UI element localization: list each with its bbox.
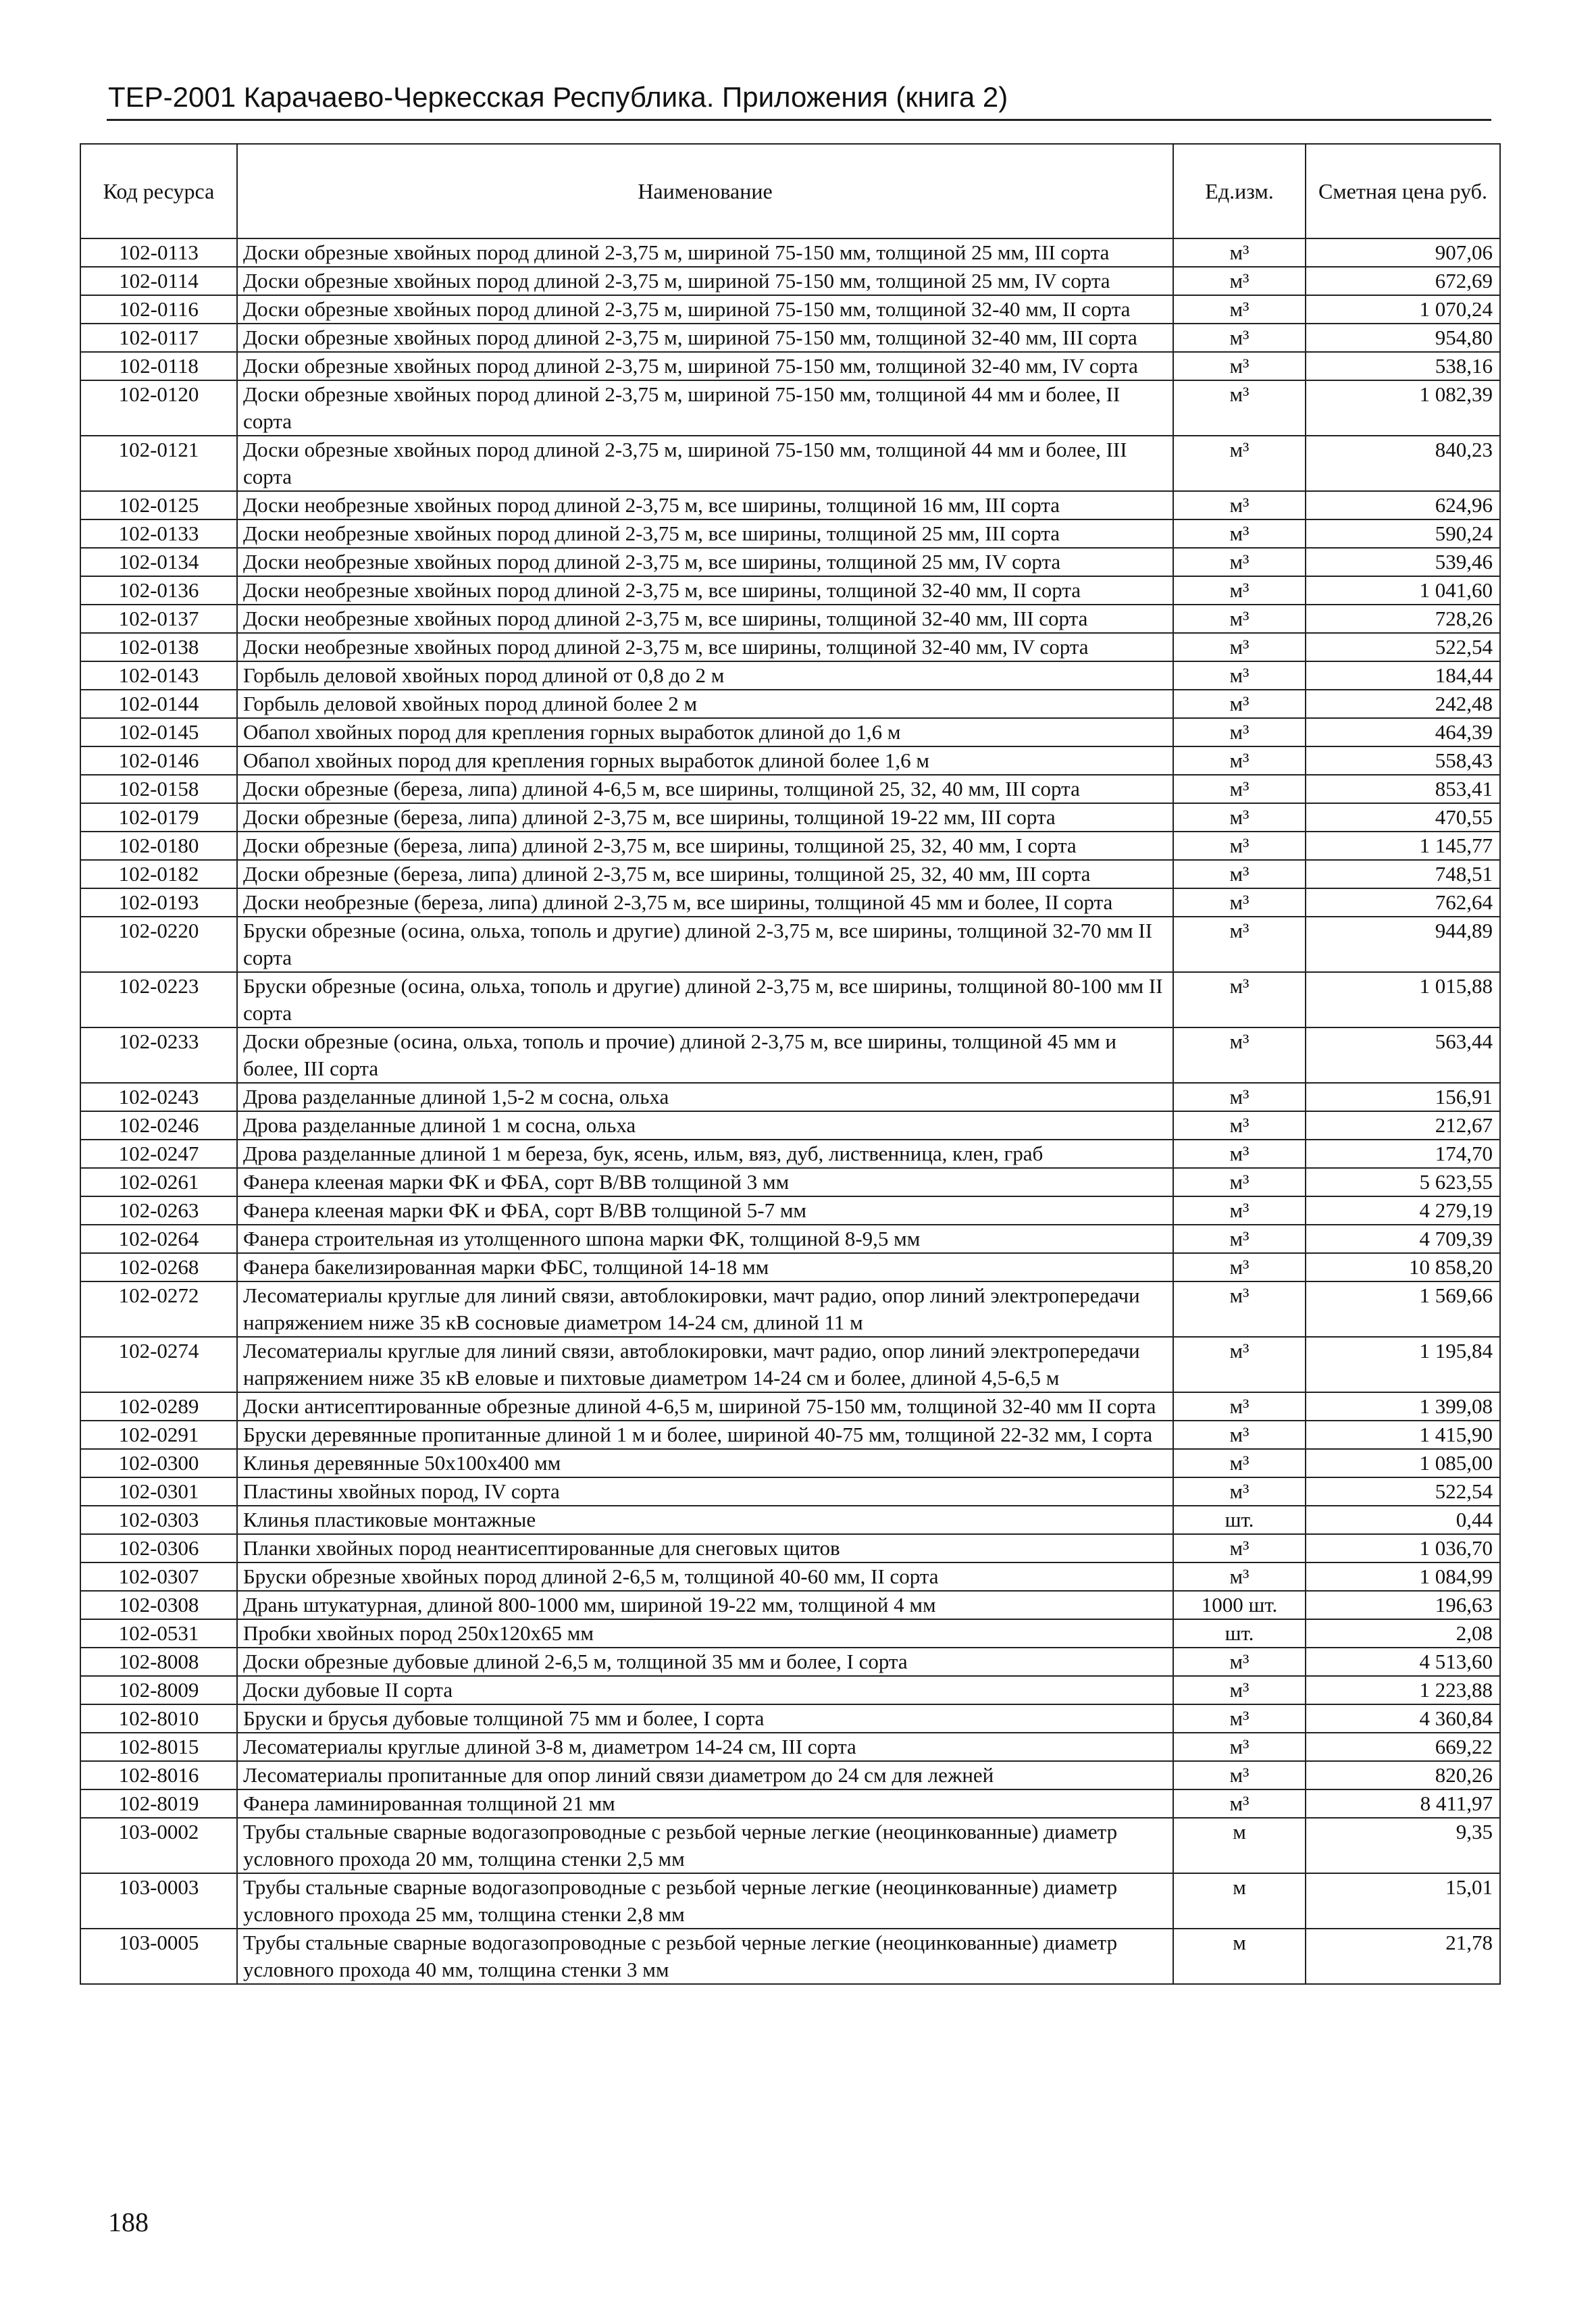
table-row bbox=[80, 803, 1500, 832]
cell-unit: шт. bbox=[1173, 1619, 1306, 1648]
cell-price: 944,89 bbox=[1306, 917, 1500, 972]
cell-unit: м³ bbox=[1173, 1140, 1306, 1168]
cell-price: 1 569,66 bbox=[1306, 1281, 1500, 1337]
cell-code: 102-0143 bbox=[80, 661, 237, 690]
cell-code: 102-0531 bbox=[80, 1619, 237, 1648]
cell-price: 853,41 bbox=[1306, 775, 1500, 803]
cell-code: 102-0137 bbox=[80, 605, 237, 633]
cell-price: 624,96 bbox=[1306, 491, 1500, 519]
cell-price: 470,55 bbox=[1306, 803, 1500, 832]
cell-unit: м³ bbox=[1173, 380, 1306, 436]
cell-code: 102-0261 bbox=[80, 1168, 237, 1196]
cell-price: 8 411,97 bbox=[1306, 1789, 1500, 1818]
cell-price: 539,46 bbox=[1306, 548, 1500, 576]
cell-name: Доски дубовые II сорта bbox=[237, 1676, 1173, 1704]
cell-price: 1 223,88 bbox=[1306, 1676, 1500, 1704]
cell-name: Доски обрезные хвойных пород длиной 2-3,75 м, шириной 75-150 мм, толщиной 32-40 мм, IV сорта bbox=[237, 352, 1173, 380]
cell-code: 102-0125 bbox=[80, 491, 237, 519]
cell-unit: м³ bbox=[1173, 1421, 1306, 1449]
table-row bbox=[80, 1253, 1500, 1281]
cell-code: 102-0117 bbox=[80, 324, 237, 352]
cell-code: 102-0193 bbox=[80, 888, 237, 917]
cell-name: Доски необрезные хвойных пород длиной 2-3,75 м, все ширины, толщиной 32-40 мм, II сорта bbox=[237, 576, 1173, 605]
table-row bbox=[80, 576, 1500, 605]
cell-name: Бруски и брусья дубовые толщиной 75 мм и более, I сорта bbox=[237, 1704, 1173, 1733]
cell-code: 102-0300 bbox=[80, 1449, 237, 1477]
cell-price: 1 195,84 bbox=[1306, 1337, 1500, 1392]
cell-price: 907,06 bbox=[1306, 238, 1500, 267]
cell-name: Доски необрезные хвойных пород длиной 2-3,75 м, все ширины, толщиной 32-40 мм, III сорта bbox=[237, 605, 1173, 633]
table-row bbox=[80, 832, 1500, 860]
cell-price: 590,24 bbox=[1306, 519, 1500, 548]
table-row bbox=[80, 1225, 1500, 1253]
table-row bbox=[80, 1676, 1500, 1704]
cell-name: Доски обрезные (береза, липа) длиной 2-3,75 м, все ширины, толщиной 25, 32, 40 мм, I сорта bbox=[237, 832, 1173, 860]
cell-code: 102-0146 bbox=[80, 746, 237, 775]
cell-code: 102-0303 bbox=[80, 1506, 237, 1534]
cell-price: 762,64 bbox=[1306, 888, 1500, 917]
table-row bbox=[80, 633, 1500, 661]
column-header-code: Код ресурса bbox=[80, 144, 237, 238]
table-row bbox=[80, 1140, 1500, 1168]
table-row bbox=[80, 1083, 1500, 1111]
cell-code: 102-0272 bbox=[80, 1281, 237, 1337]
cell-name: Бруски обрезные (осина, ольха, тополь и другие) длиной 2-3,75 м, все ширины, толщиной 32-70 мм II сорта bbox=[237, 917, 1173, 972]
column-header-name: Наименование bbox=[237, 144, 1173, 238]
cell-name: Доски необрезные хвойных пород длиной 2-3,75 м, все ширины, толщиной 32-40 мм, IV сорта bbox=[237, 633, 1173, 661]
table-row bbox=[80, 1449, 1500, 1477]
cell-price: 9,35 bbox=[1306, 1818, 1500, 1873]
cell-name: Фанера клееная марки ФК и ФБА, сорт В/ВВ толщиной 3 мм bbox=[237, 1168, 1173, 1196]
cell-name: Трубы стальные сварные водогазопроводные с резьбой черные легкие (неоцинкованные) диаметр условного прохода 25 мм, толщина стенки 2,8 мм bbox=[237, 1873, 1173, 1929]
cell-name: Клинья деревянные 50х100х400 мм bbox=[237, 1449, 1173, 1477]
cell-code: 102-8016 bbox=[80, 1761, 237, 1789]
cell-code: 102-0116 bbox=[80, 295, 237, 324]
cell-unit: м³ bbox=[1173, 917, 1306, 972]
table-row bbox=[80, 1027, 1500, 1083]
cell-name: Дрова разделанные длиной 1 м береза, бук, ясень, ильм, вяз, дуб, лиственница, клен, граб bbox=[237, 1140, 1173, 1168]
cell-name: Лесоматериалы круглые для линий связи, автоблокировки, мачт радио, опор линий электропередачи напряжением ниже 35 кВ еловые и пихтовые диаметром 14-24 см и более, длиной 4,5-6,5 м bbox=[237, 1337, 1173, 1392]
table-row bbox=[80, 1196, 1500, 1225]
cell-name: Доски необрезные (береза, липа) длиной 2-3,75 м, все ширины, толщиной 45 мм и более, II сорта bbox=[237, 888, 1173, 917]
cell-unit: м bbox=[1173, 1818, 1306, 1873]
cell-unit: м³ bbox=[1173, 661, 1306, 690]
cell-code: 102-0118 bbox=[80, 352, 237, 380]
cell-code: 102-0134 bbox=[80, 548, 237, 576]
table-row bbox=[80, 1392, 1500, 1421]
cell-price: 1 415,90 bbox=[1306, 1421, 1500, 1449]
cell-price: 728,26 bbox=[1306, 605, 1500, 633]
cell-unit: м³ bbox=[1173, 436, 1306, 491]
cell-code: 102-0138 bbox=[80, 633, 237, 661]
cell-unit: м³ bbox=[1173, 267, 1306, 295]
cell-code: 102-0120 bbox=[80, 380, 237, 436]
cell-code: 102-0179 bbox=[80, 803, 237, 832]
cell-code: 102-0158 bbox=[80, 775, 237, 803]
cell-unit: м³ bbox=[1173, 1027, 1306, 1083]
cell-unit: м³ bbox=[1173, 548, 1306, 576]
cell-code: 102-0144 bbox=[80, 690, 237, 718]
cell-code: 102-0274 bbox=[80, 1337, 237, 1392]
cell-price: 672,69 bbox=[1306, 267, 1500, 295]
cell-code: 102-0291 bbox=[80, 1421, 237, 1449]
cell-code: 102-0220 bbox=[80, 917, 237, 972]
cell-price: 748,51 bbox=[1306, 860, 1500, 888]
cell-name: Фанера строительная из утолщенного шпона марки ФК, толщиной 8-9,5 мм bbox=[237, 1225, 1173, 1253]
cell-code: 102-0264 bbox=[80, 1225, 237, 1253]
table-row bbox=[80, 972, 1500, 1027]
cell-unit: шт. bbox=[1173, 1506, 1306, 1534]
cell-code: 102-0223 bbox=[80, 972, 237, 1027]
cell-price: 174,70 bbox=[1306, 1140, 1500, 1168]
cell-price: 1 399,08 bbox=[1306, 1392, 1500, 1421]
cell-unit: 1000 шт. bbox=[1173, 1591, 1306, 1619]
cell-name: Пластины хвойных пород, IV сорта bbox=[237, 1477, 1173, 1506]
cell-code: 102-0180 bbox=[80, 832, 237, 860]
cell-price: 1 015,88 bbox=[1306, 972, 1500, 1027]
cell-unit: м bbox=[1173, 1873, 1306, 1929]
cell-unit: м³ bbox=[1173, 295, 1306, 324]
cell-unit: м³ bbox=[1173, 324, 1306, 352]
cell-price: 4 279,19 bbox=[1306, 1196, 1500, 1225]
cell-code: 102-0263 bbox=[80, 1196, 237, 1225]
table-row bbox=[80, 1733, 1500, 1761]
cell-code: 102-8008 bbox=[80, 1648, 237, 1676]
cell-price: 156,91 bbox=[1306, 1083, 1500, 1111]
table-row bbox=[80, 1873, 1500, 1929]
cell-unit: м³ bbox=[1173, 1253, 1306, 1281]
cell-price: 563,44 bbox=[1306, 1027, 1500, 1083]
cell-price: 4 360,84 bbox=[1306, 1704, 1500, 1733]
cell-code: 102-0306 bbox=[80, 1534, 237, 1562]
cell-unit: м³ bbox=[1173, 888, 1306, 917]
cell-code: 102-0114 bbox=[80, 267, 237, 295]
cell-name: Клинья пластиковые монтажные bbox=[237, 1506, 1173, 1534]
cell-unit: м³ bbox=[1173, 860, 1306, 888]
table-row bbox=[80, 436, 1500, 491]
table-row bbox=[80, 1648, 1500, 1676]
cell-price: 522,54 bbox=[1306, 633, 1500, 661]
cell-price: 840,23 bbox=[1306, 436, 1500, 491]
header-rule bbox=[107, 119, 1491, 121]
cell-unit: м³ bbox=[1173, 832, 1306, 860]
cell-name: Фанера ламинированная толщиной 21 мм bbox=[237, 1789, 1173, 1818]
cell-price: 196,63 bbox=[1306, 1591, 1500, 1619]
cell-name: Фанера бакелизированная марки ФБС, толщиной 14-18 мм bbox=[237, 1253, 1173, 1281]
cell-name: Доски необрезные хвойных пород длиной 2-3,75 м, все ширины, толщиной 25 мм, III сорта bbox=[237, 519, 1173, 548]
cell-price: 820,26 bbox=[1306, 1761, 1500, 1789]
cell-unit: м³ bbox=[1173, 519, 1306, 548]
table-row bbox=[80, 380, 1500, 436]
cell-code: 102-8015 bbox=[80, 1733, 237, 1761]
table-row bbox=[80, 1477, 1500, 1506]
cell-unit: м³ bbox=[1173, 1196, 1306, 1225]
column-header-unit: Ед.изм. bbox=[1173, 144, 1306, 238]
cell-code: 102-0136 bbox=[80, 576, 237, 605]
cell-name: Фанера клееная марки ФК и ФБА, сорт В/ВВ толщиной 5-7 мм bbox=[237, 1196, 1173, 1225]
cell-unit: м³ bbox=[1173, 1225, 1306, 1253]
cell-name: Доски обрезные хвойных пород длиной 2-3,75 м, шириной 75-150 мм, толщиной 25 мм, IV сорта bbox=[237, 267, 1173, 295]
page-header-title: ТЕР-2001 Карачаево-Черкесская Республика. Приложения (книга 2) bbox=[108, 81, 1008, 113]
cell-unit: м³ bbox=[1173, 238, 1306, 267]
cell-code: 102-0246 bbox=[80, 1111, 237, 1140]
cell-unit: м³ bbox=[1173, 746, 1306, 775]
cell-price: 1 070,24 bbox=[1306, 295, 1500, 324]
table-row bbox=[80, 718, 1500, 746]
cell-name: Лесоматериалы круглые длиной 3-8 м, диаметром 14-24 см, III сорта bbox=[237, 1733, 1173, 1761]
cell-price: 669,22 bbox=[1306, 1733, 1500, 1761]
table-row bbox=[80, 917, 1500, 972]
table-row bbox=[80, 1337, 1500, 1392]
table-row bbox=[80, 491, 1500, 519]
cell-code: 102-0145 bbox=[80, 718, 237, 746]
cell-code: 102-0113 bbox=[80, 238, 237, 267]
cell-code: 102-0308 bbox=[80, 1591, 237, 1619]
table-body bbox=[80, 238, 1500, 1984]
cell-price: 15,01 bbox=[1306, 1873, 1500, 1929]
cell-name: Доски обрезные дубовые длиной 2-6,5 м, толщиной 35 мм и более, I сорта bbox=[237, 1648, 1173, 1676]
cell-name: Доски обрезные хвойных пород длиной 2-3,75 м, шириной 75-150 мм, толщиной 32-40 мм, III сорта bbox=[237, 324, 1173, 352]
page-number: 188 bbox=[108, 2207, 149, 2237]
cell-name: Доски необрезные хвойных пород длиной 2-3,75 м, все ширины, толщиной 16 мм, III сорта bbox=[237, 491, 1173, 519]
cell-code: 102-0182 bbox=[80, 860, 237, 888]
cell-code: 102-0247 bbox=[80, 1140, 237, 1168]
table-row bbox=[80, 295, 1500, 324]
cell-name: Доски обрезные хвойных пород длиной 2-3,75 м, шириной 75-150 мм, толщиной 25 мм, III сорта bbox=[237, 238, 1173, 267]
cell-name: Бруски обрезные (осина, ольха, тополь и другие) длиной 2-3,75 м, все ширины, толщиной 80-100 мм II сорта bbox=[237, 972, 1173, 1027]
cell-name: Трубы стальные сварные водогазопроводные с резьбой черные легкие (неоцинкованные) диаметр условного прохода 40 мм, толщина стенки 3 мм bbox=[237, 1929, 1173, 1984]
cell-unit: м³ bbox=[1173, 1392, 1306, 1421]
cell-unit: м³ bbox=[1173, 1477, 1306, 1506]
table-row bbox=[80, 1281, 1500, 1337]
cell-code: 102-0307 bbox=[80, 1562, 237, 1591]
cell-unit: м³ bbox=[1173, 605, 1306, 633]
cell-unit: м³ bbox=[1173, 1534, 1306, 1562]
cell-name: Обапол хвойных пород для крепления горных выработок длиной более 1,6 м bbox=[237, 746, 1173, 775]
cell-unit: м³ bbox=[1173, 1083, 1306, 1111]
cell-name: Доски обрезные хвойных пород длиной 2-3,75 м, шириной 75-150 мм, толщиной 44 мм и более, II сорта bbox=[237, 380, 1173, 436]
cell-code: 102-0233 bbox=[80, 1027, 237, 1083]
cell-code: 102-0301 bbox=[80, 1477, 237, 1506]
table-row bbox=[80, 1761, 1500, 1789]
resource-price-table bbox=[80, 143, 1501, 1985]
cell-code: 102-8019 bbox=[80, 1789, 237, 1818]
cell-unit: м³ bbox=[1173, 1281, 1306, 1337]
cell-unit: м³ bbox=[1173, 1111, 1306, 1140]
cell-unit: м³ bbox=[1173, 1562, 1306, 1591]
table-row bbox=[80, 1818, 1500, 1873]
table-row bbox=[80, 267, 1500, 295]
cell-unit: м bbox=[1173, 1929, 1306, 1984]
cell-price: 954,80 bbox=[1306, 324, 1500, 352]
cell-price: 21,78 bbox=[1306, 1929, 1500, 1984]
table-row bbox=[80, 352, 1500, 380]
cell-code: 102-0133 bbox=[80, 519, 237, 548]
table-row bbox=[80, 661, 1500, 690]
table-row bbox=[80, 1929, 1500, 1984]
cell-name: Доски антисептированные обрезные длиной 4-6,5 м, шириной 75-150 мм, толщиной 32-40 мм II сорта bbox=[237, 1392, 1173, 1421]
cell-price: 2,08 bbox=[1306, 1619, 1500, 1648]
cell-name: Дрова разделанные длиной 1,5-2 м сосна, ольха bbox=[237, 1083, 1173, 1111]
cell-unit: м³ bbox=[1173, 633, 1306, 661]
cell-price: 538,16 bbox=[1306, 352, 1500, 380]
cell-price: 464,39 bbox=[1306, 718, 1500, 746]
cell-price: 1 085,00 bbox=[1306, 1449, 1500, 1477]
cell-unit: м³ bbox=[1173, 803, 1306, 832]
cell-unit: м³ bbox=[1173, 972, 1306, 1027]
table-row bbox=[80, 746, 1500, 775]
cell-name: Бруски обрезные хвойных пород длиной 2-6,5 м, толщиной 40-60 мм, II сорта bbox=[237, 1562, 1173, 1591]
table-row bbox=[80, 1111, 1500, 1140]
cell-price: 4 513,60 bbox=[1306, 1648, 1500, 1676]
cell-name: Дрань штукатурная, длиной 800-1000 мм, шириной 19-22 мм, толщиной 4 мм bbox=[237, 1591, 1173, 1619]
table-row bbox=[80, 324, 1500, 352]
cell-name: Доски обрезные (береза, липа) длиной 2-3,75 м, все ширины, толщиной 25, 32, 40 мм, III сорта bbox=[237, 860, 1173, 888]
cell-price: 242,48 bbox=[1306, 690, 1500, 718]
cell-price: 0,44 bbox=[1306, 1506, 1500, 1534]
cell-name: Доски обрезные (осина, ольха, тополь и прочие) длиной 2-3,75 м, все ширины, толщиной 45 мм и более, III сорта bbox=[237, 1027, 1173, 1083]
cell-price: 4 709,39 bbox=[1306, 1225, 1500, 1253]
cell-name: Доски обрезные (береза, липа) длиной 2-3,75 м, все ширины, толщиной 19-22 мм, III сорта bbox=[237, 803, 1173, 832]
cell-price: 1 145,77 bbox=[1306, 832, 1500, 860]
cell-code: 102-0268 bbox=[80, 1253, 237, 1281]
table-row bbox=[80, 1619, 1500, 1648]
table-row bbox=[80, 1534, 1500, 1562]
cell-name: Лесоматериалы пропитанные для опор линий связи диаметром до 24 см для лежней bbox=[237, 1761, 1173, 1789]
cell-price: 184,44 bbox=[1306, 661, 1500, 690]
cell-code: 102-8010 bbox=[80, 1704, 237, 1733]
table-row bbox=[80, 1421, 1500, 1449]
cell-unit: м³ bbox=[1173, 491, 1306, 519]
cell-name: Доски обрезные (береза, липа) длиной 4-6,5 м, все ширины, толщиной 25, 32, 40 мм, III сорта bbox=[237, 775, 1173, 803]
cell-code: 103-0002 bbox=[80, 1818, 237, 1873]
table-row bbox=[80, 1562, 1500, 1591]
cell-price: 1 041,60 bbox=[1306, 576, 1500, 605]
cell-price: 1 036,70 bbox=[1306, 1534, 1500, 1562]
cell-price: 558,43 bbox=[1306, 746, 1500, 775]
table-row bbox=[80, 548, 1500, 576]
table-row bbox=[80, 1789, 1500, 1818]
cell-unit: м³ bbox=[1173, 576, 1306, 605]
table-row bbox=[80, 519, 1500, 548]
cell-price: 5 623,55 bbox=[1306, 1168, 1500, 1196]
cell-unit: м³ bbox=[1173, 1168, 1306, 1196]
cell-unit: м³ bbox=[1173, 1733, 1306, 1761]
cell-name: Доски обрезные хвойных пород длиной 2-3,75 м, шириной 75-150 мм, толщиной 44 мм и более, III сорта bbox=[237, 436, 1173, 491]
cell-price: 212,67 bbox=[1306, 1111, 1500, 1140]
cell-unit: м³ bbox=[1173, 718, 1306, 746]
table-row bbox=[80, 775, 1500, 803]
cell-name: Трубы стальные сварные водогазопроводные с резьбой черные легкие (неоцинкованные) диаметр условного прохода 20 мм, толщина стенки 2,5 мм bbox=[237, 1818, 1173, 1873]
cell-code: 102-0121 bbox=[80, 436, 237, 491]
cell-name: Дрова разделанные длиной 1 м сосна, ольха bbox=[237, 1111, 1173, 1140]
cell-price: 522,54 bbox=[1306, 1477, 1500, 1506]
cell-name: Горбыль деловой хвойных пород длиной более 2 м bbox=[237, 690, 1173, 718]
cell-price: 10 858,20 bbox=[1306, 1253, 1500, 1281]
cell-name: Планки хвойных пород неантисептированные для снеговых щитов bbox=[237, 1534, 1173, 1562]
table-row bbox=[80, 1704, 1500, 1733]
table-row bbox=[80, 888, 1500, 917]
cell-unit: м³ bbox=[1173, 1789, 1306, 1818]
table-header-row bbox=[80, 144, 1500, 238]
cell-unit: м³ bbox=[1173, 690, 1306, 718]
table-row bbox=[80, 1168, 1500, 1196]
cell-unit: м³ bbox=[1173, 1704, 1306, 1733]
cell-code: 102-8009 bbox=[80, 1676, 237, 1704]
column-header-price: Сметная цена руб. bbox=[1306, 144, 1500, 238]
table-row bbox=[80, 860, 1500, 888]
table-row bbox=[80, 690, 1500, 718]
cell-code: 103-0003 bbox=[80, 1873, 237, 1929]
cell-unit: м³ bbox=[1173, 1648, 1306, 1676]
cell-name: Бруски деревянные пропитанные длиной 1 м и более, шириной 40-75 мм, толщиной 22-32 мм, I сорта bbox=[237, 1421, 1173, 1449]
cell-name: Обапол хвойных пород для крепления горных выработок длиной до 1,6 м bbox=[237, 718, 1173, 746]
cell-price: 1 082,39 bbox=[1306, 380, 1500, 436]
cell-price: 1 084,99 bbox=[1306, 1562, 1500, 1591]
cell-code: 103-0005 bbox=[80, 1929, 237, 1984]
cell-name: Пробки хвойных пород 250х120х65 мм bbox=[237, 1619, 1173, 1648]
cell-name: Доски необрезные хвойных пород длиной 2-3,75 м, все ширины, толщиной 25 мм, IV сорта bbox=[237, 548, 1173, 576]
cell-unit: м³ bbox=[1173, 1449, 1306, 1477]
cell-unit: м³ bbox=[1173, 1761, 1306, 1789]
cell-code: 102-0243 bbox=[80, 1083, 237, 1111]
cell-code: 102-0289 bbox=[80, 1392, 237, 1421]
table-row bbox=[80, 238, 1500, 267]
table-row bbox=[80, 1591, 1500, 1619]
table-row bbox=[80, 1506, 1500, 1534]
cell-unit: м³ bbox=[1173, 352, 1306, 380]
cell-unit: м³ bbox=[1173, 1676, 1306, 1704]
cell-unit: м³ bbox=[1173, 1337, 1306, 1392]
cell-unit: м³ bbox=[1173, 775, 1306, 803]
cell-name: Лесоматериалы круглые для линий связи, автоблокировки, мачт радио, опор линий электропередачи напряжением ниже 35 кВ сосновые диаметром 14-24 см, длиной 11 м bbox=[237, 1281, 1173, 1337]
cell-name: Горбыль деловой хвойных пород длиной от 0,8 до 2 м bbox=[237, 661, 1173, 690]
cell-name: Доски обрезные хвойных пород длиной 2-3,75 м, шириной 75-150 мм, толщиной 32-40 мм, II сорта bbox=[237, 295, 1173, 324]
table-row bbox=[80, 605, 1500, 633]
